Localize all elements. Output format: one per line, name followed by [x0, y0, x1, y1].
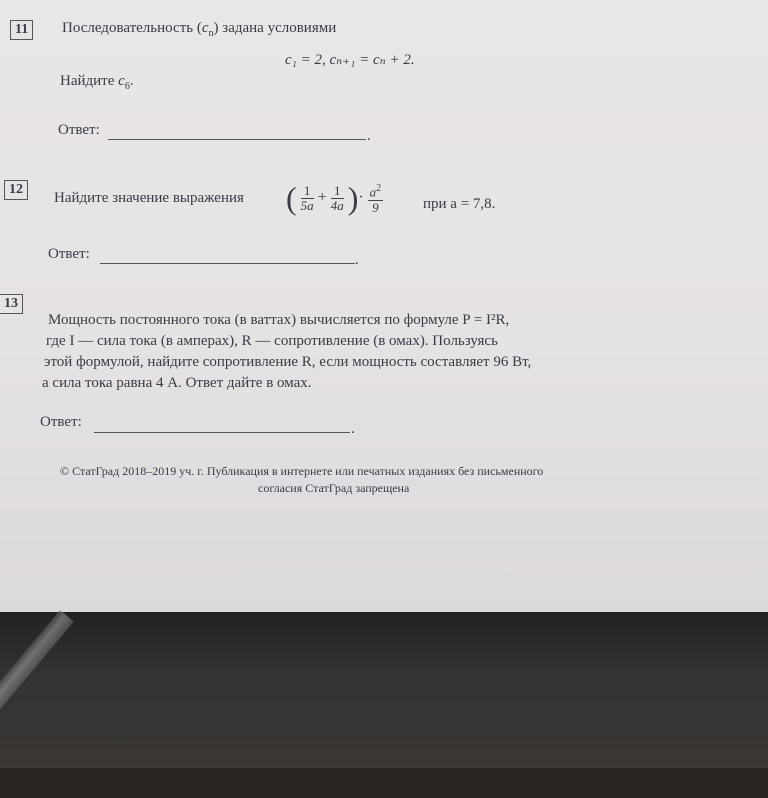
task-13-line-3: этой формулой, найдите сопротивление R, если мощность составляет 96 Вт,: [44, 354, 532, 370]
task-13-line-1: Мощность постоянного тока (в ваттах) вычисляется по формуле P = I²R,: [48, 312, 510, 328]
task-11-answer-line[interactable]: [108, 139, 366, 140]
task-11-answer-label: Ответ:: [58, 122, 100, 138]
task-13-line-2: где I — сила тока (в амперах), R — сопротивление (в омах). Пользуясь: [46, 333, 498, 349]
task-12-suffix: при a = 7,8.: [423, 196, 496, 212]
task-12-number: 12: [4, 180, 28, 200]
task-12-statement: Найдите значение выражения: [54, 190, 244, 206]
table-surface: [0, 612, 768, 768]
task-11-text-b: задана условиями: [222, 20, 337, 36]
fraction-1-numerator: 1: [301, 184, 314, 199]
fraction-2-denominator: 4a: [330, 198, 344, 213]
task-11-formula: c₁ = 2, cₙ₊₁ = cₙ + 2.: [285, 52, 415, 68]
task-11-number: 11: [10, 20, 33, 40]
task-13-answer-line[interactable]: [94, 432, 350, 433]
task-11-text-a: Последовательность: [62, 20, 194, 36]
task-13-number: 13: [0, 294, 23, 314]
task-13-line-4: а сила тока равна 4 А. Ответ дайте в омах.: [42, 375, 312, 391]
task-12-answer-label: Ответ:: [48, 246, 90, 262]
footer-line-2: согласия СтатГрад запрещена: [258, 481, 410, 495]
task-12-answer-line[interactable]: [100, 263, 355, 264]
fraction-3-denominator: 9: [372, 199, 379, 215]
task-11-find-label: Найдите: [60, 73, 115, 89]
task-11-statement: Последовательность $(c_n)$ задана условиями: [62, 20, 337, 39]
task-11-find: Найдите $c_6$.: [60, 73, 134, 92]
task-13-answer-label: Ответ:: [40, 414, 82, 430]
fraction-1-denominator: 5a: [300, 198, 314, 213]
footer-line-1: © СтатГрад 2018–2019 уч. г. Публикация в интернете или печатных изданиях без письменного: [60, 464, 544, 478]
task-12-expression: ( $\frac{1}{5a}$ + $\frac{1}{4a}$ )· $\frac{a^2}{9}$: [286, 180, 382, 216]
fraction-2-numerator: 1: [331, 184, 344, 199]
